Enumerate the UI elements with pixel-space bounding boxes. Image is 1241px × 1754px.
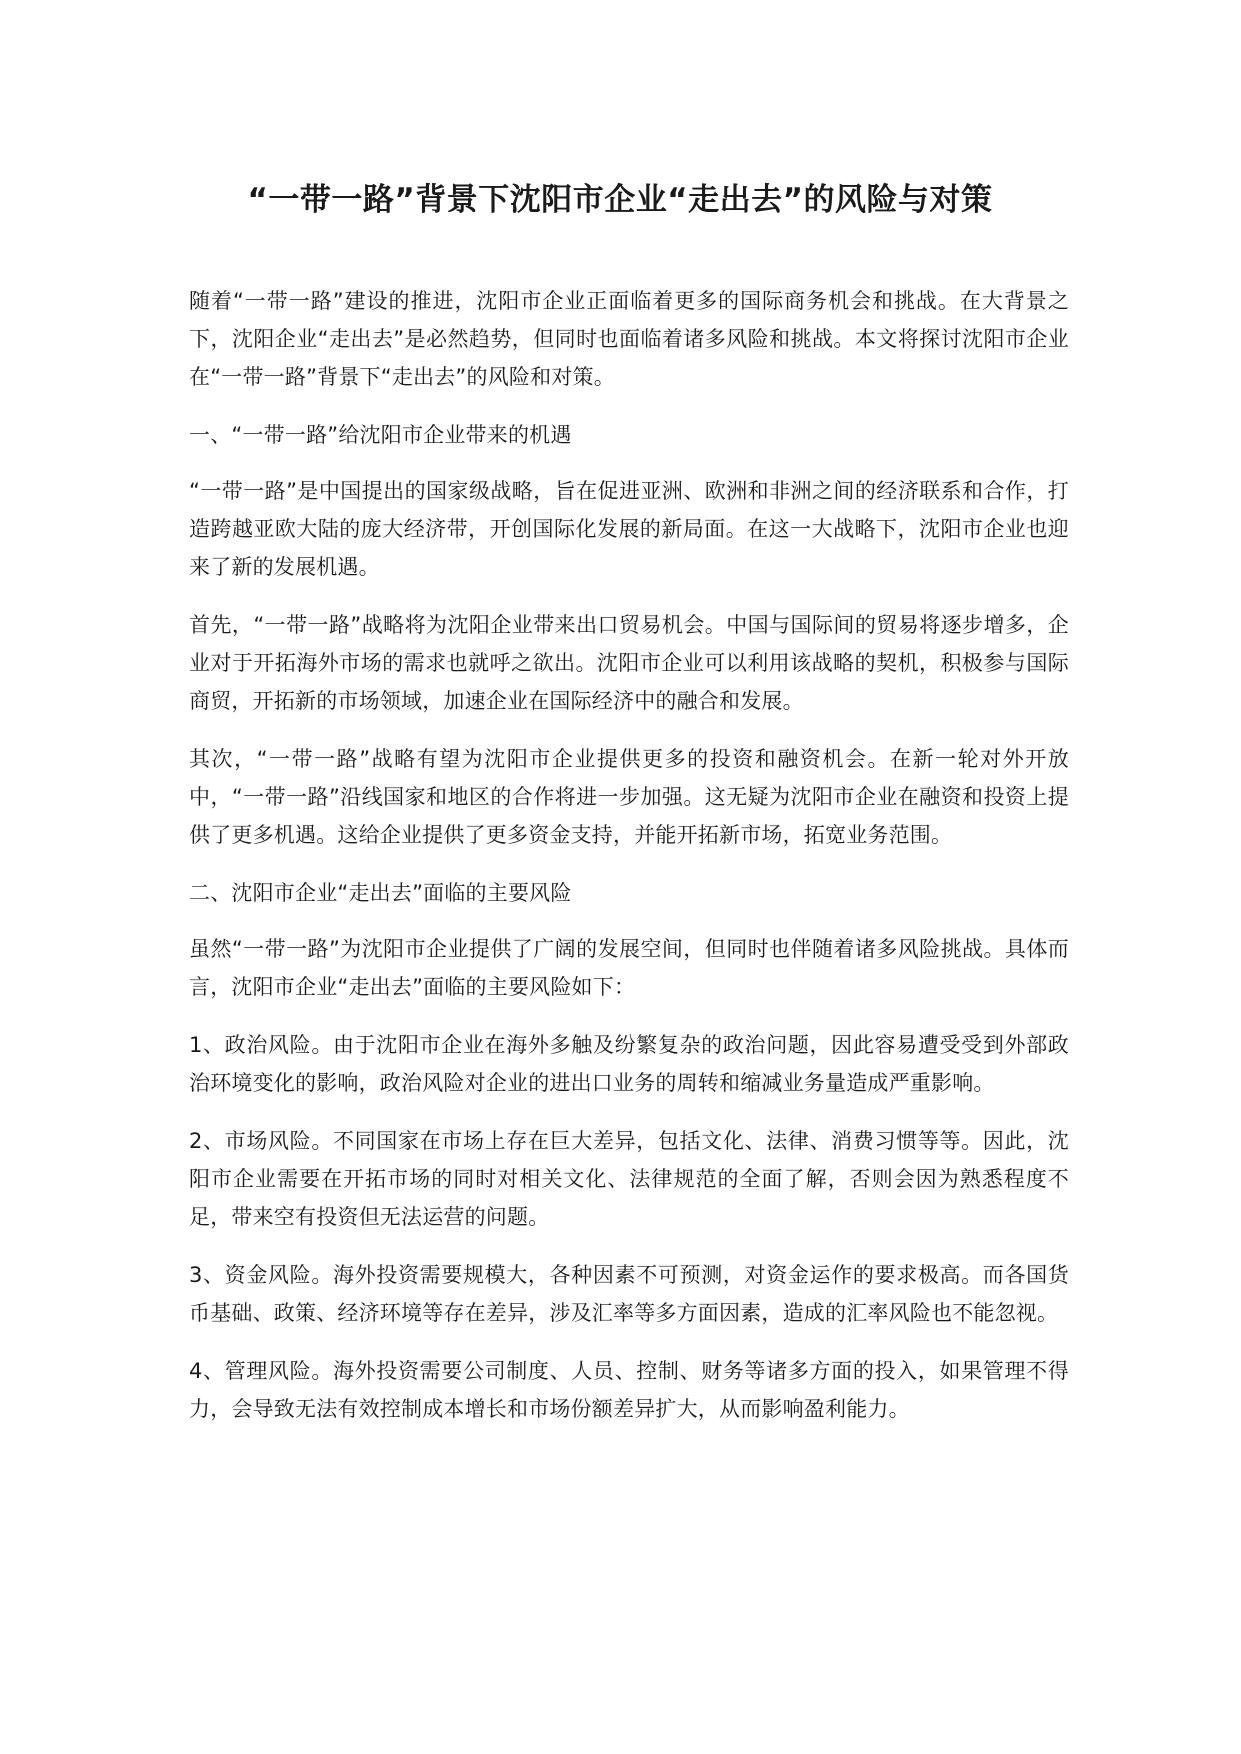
paragraph-second: 其次，“一带一路”战略有望为沈阳市企业提供更多的投资和融资机会。在新一轮对外开放中，“一带一路”沿线国家和地区的合作将进一步加强。这无疑为沈阳市企业在融资和投资上提供了更多机遇。这给企业提供了更多资金支持，并能开拓新市场，拓宽业务范围。 [189,747,1069,847]
paragraph-risk-market: 2、市场风险。不同国家在市场上存在巨大差异，包括文化、法律、消费习惯等等。因此，沈阳市企业需要在开拓市场的同时对相关文化、法律规范的全面了解，否则会因为熟悉程度不足，带来空有投资但无法运营的问题。 [189,1129,1069,1229]
document-title: “一带一路”背景下沈阳市企业“走出去”的风险与对策 [247,182,993,218]
paragraph-strategy: “一带一路”是中国提出的国家级战略，旨在促进亚洲、欧洲和非洲之间的经济联系和合作，打造跨越亚欧大陆的庞大经济带，开创国际化发展的新局面。在这一大战略下，沈阳市企业也迎来了新的发展机遇。 [189,479,1069,579]
paragraph-risks-intro: 虽然“一带一路”为沈阳市企业提供了广阔的发展空间，但同时也伴随着诸多风险挑战。具体而言，沈阳市企业“走出去”面临的主要风险如下： [189,937,1069,999]
section-heading-2: 二、沈阳市企业“走出去”面临的主要风险 [189,881,572,905]
paragraph-risk-management: 4、管理风险。海外投资需要公司制度、人员、控制、财务等诸多方面的投入，如果管理不得力，会导致无法有效控制成本增长和市场份额差异扩大，从而影响盈利能力。 [189,1359,1069,1421]
paragraph-first: 首先，“一带一路”战略将为沈阳企业带来出口贸易机会。中国与国际间的贸易将逐步增多，企业对于开拓海外市场的需求也就呼之欲出。沈阳市企业可以利用该战略的契机，积极参与国际商贸，开拓新的市场领域，加速企业在国际经济中的融合和发展。 [189,613,1069,713]
document-body [189,282,1069,1448]
paragraph-risk-political: 1、政治风险。由于沈阳市企业在海外多触及纷繁复杂的政治问题，因此容易遭受受到外部政治环境变化的影响，政治风险对企业的进出口业务的周转和缩减业务量造成严重影响。 [189,1033,1069,1095]
paragraph-risk-capital: 3、资金风险。海外投资需要规模大，各种因素不可预测，对资金运作的要求极高。而各国货币基础、政策、经济环境等存在差异，涉及汇率等多方面因素，造成的汇率风险也不能忽视。 [189,1263,1069,1325]
paragraph-intro: 随着“一带一路”建设的推进，沈阳市企业正面临着更多的国际商务机会和挑战。在大背景之下，沈阳企业“走出去”是必然趋势，但同时也面临着诸多风险和挑战。本文将探讨沈阳市企业在“一带一路”背景下“走出去”的风险和对策。 [189,289,1069,389]
section-heading-1: 一、“一带一路”给沈阳市企业带来的机遇 [189,423,572,447]
